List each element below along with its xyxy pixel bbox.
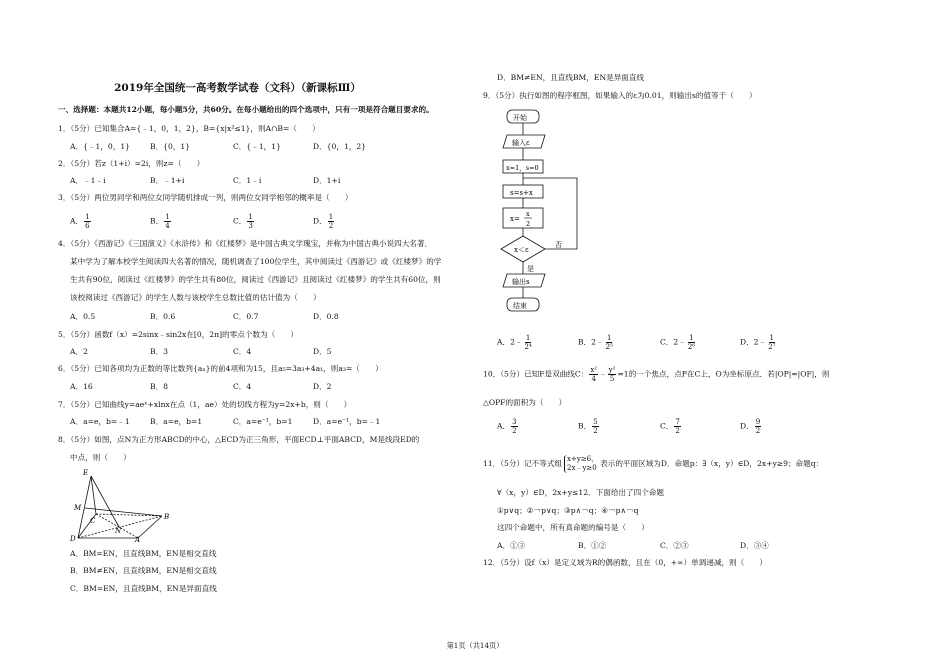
question-12-stem: 12．（5分）设f（x）是定义域为R的偶函数，且在（0，+∞）单调递减，则（ ） [483, 558, 768, 567]
q6-option-d: D．2 [313, 382, 332, 391]
question-4-line-1: 4．（5分）《西游记》《三国演义》《水浒传》和《红楼梦》是中国古典文学瑰宝，并称为中国古典小说四大名著． [58, 239, 433, 248]
question-8-line-2: 中点，则（ ） [70, 453, 131, 462]
flow-sum-text: s=s+x [510, 189, 533, 197]
q11-option-a: A．①③ [497, 541, 526, 550]
label-n: N [115, 527, 122, 535]
q8-option-a: A．BM=EN，且直线BM，EN是相交直线 [70, 549, 217, 558]
q6-option-b: B．8 [150, 382, 169, 391]
q4-option-b: B．0.6 [150, 312, 176, 321]
question-3-stem: 3．（5分）两位男同学和两位女同学随机排成一列，则两位女同学相邻的概率是（ ） [58, 193, 353, 202]
label-d: D [70, 535, 76, 542]
q6-option-c: C．4 [233, 382, 252, 391]
q3-option-c: C． $\frac{1}{3}$ [233, 213, 253, 230]
q5-option-b: B．3 [150, 347, 169, 356]
q4-option-c: C．0.7 [233, 312, 259, 321]
q11-option-b: B．①② [578, 541, 607, 550]
question-11-line-4: 这四个命题中，所有真命题的编号是（ ） [497, 523, 649, 532]
q1-option-b: B．{0，1} [150, 142, 191, 151]
label-b: B [164, 513, 170, 521]
flow-output-text: 输出s [512, 278, 530, 286]
q9-flowchart [495, 108, 615, 318]
label-m: M [74, 504, 82, 512]
question-4-line-2: 某中学为了解本校学生阅读四大名著的情况，随机调查了100位学生，其中阅读过《西游记》或《红楼梦》的学 [70, 257, 442, 266]
q5-option-c: C．4 [233, 347, 252, 356]
q1-option-d: D．{0，1，2} [313, 142, 367, 151]
flow-start-text: 开始 [513, 114, 527, 122]
label-e: E [83, 469, 89, 477]
question-10-line-1: 10．（5分）已知F是双曲线C： $\frac{\text{x²}}{4}$ ﹣ $\frac{\text{y²}}{5}$ =1的一个焦点，点P在C上，O为坐标原点．若|OP|=|OF|，则 [483, 366, 830, 383]
question-8-line-1: 8．（5分）如图，点N为正方形ABCD的中心，△ECD为正三角形，平面ECD⊥平面ABCD，M是线段ED的 [58, 435, 420, 444]
segment-bm [85, 508, 162, 516]
q1-option-c: C．{﹣1，1} [233, 142, 281, 151]
q2-option-c: C．1﹣i [233, 176, 262, 185]
flow-init-text: x=1，s=0 [506, 164, 539, 172]
question-11-line-2: ∀（x，y）∈D，2x+y≤12．下面给出了四个命题 [497, 488, 664, 497]
q4-option-d: D．0.8 [313, 312, 339, 321]
q10-option-d: D． $\frac{9}{2}$ [740, 418, 761, 435]
q9-option-a: A．2﹣ $\frac{1}{\text{2⁴}}$ [497, 334, 532, 351]
inequality-system: x+y≥6， 2x﹣y≥0 [564, 455, 598, 473]
q2-option-d: D．1+i [313, 176, 341, 185]
q5-option-d: D．5 [313, 347, 332, 356]
question-1-stem: 1．（5分）已知集合A={﹣1，0，1，2}，B={x|x²≤1}，则A∩B=（ ） [58, 124, 320, 133]
q9-option-b: B．2﹣ $\frac{1}{\text{2⁵}}$ [578, 334, 613, 351]
question-4-line-4: 该校阅读过《西游记》的学生人数与该校学生总数比值的估计值为（ ） [70, 293, 321, 302]
question-7-stem: 7．（5分）已知曲线y=aeˣ+xlnx在点（1，ae）处的切线方程为y=2x+b，则（ ） [58, 400, 352, 409]
q7-option-d: D．a=e⁻¹，b=﹣1 [313, 417, 381, 426]
flow-cond-text: x＜ε [514, 246, 529, 254]
q10-option-a: A． $\frac{3}{2}$ [497, 418, 517, 435]
question-11-line-3: ①p∨q；②￢p∨q；③p∧￢q；④￢p∧￢q [497, 506, 639, 515]
q8-geometry-figure [68, 466, 172, 542]
flow-update-den: 2 [526, 220, 531, 228]
q5-option-a: A．2 [70, 347, 88, 356]
flow-yes-label: 是 [527, 265, 534, 273]
q8-option-c: C．BM=EN，且直线BM，EN是异面直线 [70, 584, 217, 593]
q7-option-a: A．a=e，b=﹣1 [70, 417, 130, 426]
question-4-line-3: 生共有90位，阅读过《红楼梦》的学生共有80位，阅读过《西游记》且阅读过《红楼梦》的学生共有60位，则 [70, 275, 441, 284]
page-title: 2019年全国统一高考数学试卷（文科）（新课标Ⅲ） [114, 82, 361, 94]
q8-option-b: B．BM≠EN，且直线BM，EN是相交直线 [70, 566, 217, 575]
q11-option-d: D．③④ [740, 541, 769, 550]
q1-option-a: A．{﹣1，0，1} [70, 142, 131, 151]
q2-option-a: A．﹣1﹣i [70, 176, 106, 185]
question-2-stem: 2．（5分）若z（1+i）=2i，则z=（ ） [58, 159, 205, 168]
q4-option-a: A．0.5 [70, 312, 96, 321]
label-c: C [90, 517, 96, 525]
q3-option-d: D． $\frac{1}{2}$ [313, 213, 334, 230]
flow-input-text: 输入ε [512, 139, 530, 147]
question-10-line-2: △OPF的面积为（ ） [483, 398, 567, 407]
question-9-stem: 9．（5分）执行如图的程序框图，如果输入的ε为0.01，则输出s的值等于（ ） [483, 91, 757, 100]
flow-update-num: x [526, 210, 530, 218]
q10-option-b: B． $\frac{5}{2}$ [578, 418, 598, 435]
flow-update-node [503, 208, 543, 228]
flow-no-label: 否 [555, 241, 562, 249]
flow-end-text: 结束 [513, 302, 527, 310]
q3-option-b: B． $\frac{1}{4}$ [150, 213, 170, 230]
q10-option-c: C． $\frac{7}{2}$ [660, 418, 680, 435]
question-5-stem: 5．（5分）函数f（x）=2sinx﹣sin2x在[0，2π]的零点个数为（ ） [58, 330, 299, 339]
question-11-line-1: 11．（5分）记不等式组 x+y≥6， 2x﹣y≥0 表示的平面区域为D．命题p：∃（x，y）∈D，2x+y≥9；命题q： [483, 455, 824, 472]
q7-option-c: C．a=e⁻¹，b=1 [233, 417, 293, 426]
label-a: A [135, 536, 141, 542]
page-footer: 第1页（共14页） [446, 641, 504, 650]
q9-option-d: D．2﹣ $\frac{1}{\text{2⁷}}$ [740, 334, 776, 351]
section-heading: 一、选择题：本题共12小题，每小题5分，共60分。在每小题给出的四个选项中，只有一项是符合题目要求的。 [58, 105, 434, 114]
question-6-stem: 6．（5分）已知各项均为正数的等比数列{aₙ}的前4项和为15，且a₅=3a₃+4a₁，则a₃=（ ） [58, 364, 383, 373]
q6-option-a: A．16 [70, 382, 93, 391]
flow-update-lhs: x= [510, 215, 520, 223]
q7-option-b: B．a=e，b=1 [150, 417, 203, 426]
q8-option-d: D．BM≠EN，且直线BM，EN是异面直线 [497, 73, 645, 82]
q3-option-a: A． $\frac{1}{6}$ [70, 213, 90, 230]
q9-option-c: C．2﹣ $\frac{1}{\text{2⁶}}$ [660, 334, 696, 351]
q11-option-c: C．②③ [660, 541, 689, 550]
q2-option-b: B．﹣1+i [150, 176, 185, 185]
